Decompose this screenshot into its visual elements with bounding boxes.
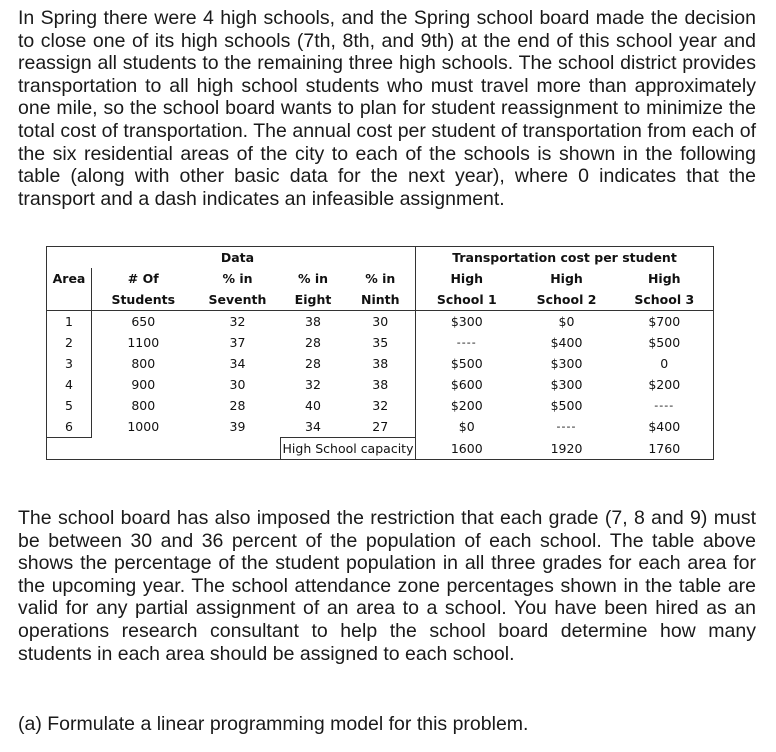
hs3-cost-cell: $700 <box>616 311 714 333</box>
hs2-cost-cell: $500 <box>550 398 583 413</box>
hs2-cost-cell: $300 <box>550 377 583 392</box>
seventh-cell: 37 <box>229 335 246 350</box>
students-cell: 900 <box>131 377 156 392</box>
hs2-cost-cell: $300 <box>550 356 583 371</box>
problem-intro-paragraph: In Spring there were 4 high schools, and the Spring school board made the decision to close one of its high schools (7th, 8th, and 9th) at the end of this school year and reassign all students to the remaining three high schools. The school district provides transportation to all high school students who must travel more than approximately one mile, so the school board wants to plan for student reassignment to minimize the total cost of transportation. The annual cost per student of transportation from each of the six residential areas of the city to each of the schools is shown in the following table (along with other basic data for the next year), where 0 indicates that the transport and a dash indicates an infeasible assignment. <box>18 7 756 210</box>
data-table <box>46 246 714 460</box>
students-cell: 1000 <box>127 419 160 435</box>
area-cell: 6 <box>47 416 92 438</box>
table-row <box>47 395 714 416</box>
col-header-hs1-line1: High <box>450 271 484 286</box>
hs1-cost-cell: $300 <box>450 314 483 329</box>
col-header-hs2-line1: High <box>550 271 583 286</box>
seventh-cell: 39 <box>229 419 246 435</box>
restriction-paragraph: The school board has also imposed the restriction that each grade (7, 8 and 9) must be between 30 and 36 percent of the population of each school. The table above shows the percentage of the student population in all three grades for each area for the upcoming year. The school attendance zone percentages shown in the table are valid for any partial assignment of an area to a school. You have been hired as an operations research consultant to help the school board determine how many students in each area should be assigned to each school. <box>18 507 756 665</box>
seventh-cell: 30 <box>229 377 246 392</box>
eighth-cell: 34 <box>305 419 321 434</box>
hs3-cost-cell: $200 <box>616 374 714 395</box>
hs3-capacity-cell: 1760 <box>616 438 714 460</box>
ninth-cell: 38 <box>346 353 416 374</box>
col-header-area: Area <box>47 268 92 289</box>
col-header-hs3-line1: High <box>616 268 714 289</box>
col-header-eighth-line2: Eight <box>281 289 346 311</box>
eighth-cell: 28 <box>305 335 321 350</box>
col-header-eighth-line1: % in <box>297 271 329 286</box>
students-cell: 800 <box>131 398 156 413</box>
seventh-cell: 28 <box>229 398 246 413</box>
ninth-cell: 32 <box>346 395 416 416</box>
area-cell: 4 <box>47 374 92 395</box>
hs1-cost-cell: $0 <box>458 419 475 435</box>
area-cell: 2 <box>47 332 92 353</box>
students-cell: 650 <box>131 314 156 329</box>
col-header-ninth-line2: Ninth <box>346 289 416 311</box>
area-cell: 1 <box>47 311 92 333</box>
eighth-cell: 28 <box>305 356 321 371</box>
students-cell: 1100 <box>127 335 160 350</box>
col-header-hs2-line2: School 2 <box>518 289 616 311</box>
eighth-cell: 40 <box>305 398 321 413</box>
col-header-students-line2: Students <box>92 289 195 311</box>
table-row <box>47 416 714 438</box>
hs1-capacity-cell: 1600 <box>416 438 518 460</box>
col-header-hs1-line2: School 1 <box>416 289 518 311</box>
group-header-data: Data <box>195 247 281 269</box>
area-cell: 5 <box>47 395 92 416</box>
seventh-cell: 32 <box>229 314 246 329</box>
capacity-label: High School capacity <box>281 438 416 460</box>
area-cell: 3 <box>47 353 92 374</box>
col-header-seventh-line1: % in <box>222 271 253 286</box>
table-row <box>47 374 714 395</box>
hs3-cost-cell: 0 <box>616 353 714 374</box>
group-header-transport-cost: Transportation cost per student <box>416 247 714 269</box>
hs2-cost-cell: $400 <box>550 335 583 350</box>
ninth-cell: 35 <box>346 332 416 353</box>
ninth-cell: 30 <box>346 311 416 333</box>
table-row <box>47 332 714 353</box>
hs2-capacity-cell: 1920 <box>518 438 616 460</box>
col-header-ninth-line1: % in <box>346 268 416 289</box>
hs3-cost-cell: ---- <box>616 395 714 416</box>
hs3-cost-cell: $400 <box>616 416 714 438</box>
col-header-students-line1: # Of <box>127 271 159 286</box>
eighth-cell: 38 <box>305 314 321 329</box>
table-row <box>47 311 714 333</box>
seventh-cell: 34 <box>229 356 246 371</box>
hs2-cost-cell: ---- <box>556 420 577 434</box>
question-a: (a) Formulate a linear programming model for this problem. <box>18 713 529 735</box>
eighth-cell: 32 <box>305 377 321 392</box>
hs2-cost-cell: $0 <box>558 314 575 329</box>
hs1-cost-cell: $600 <box>450 377 483 392</box>
capacity-row <box>47 438 714 460</box>
ninth-cell: 27 <box>346 416 416 438</box>
hs1-cost-cell: ---- <box>456 336 477 349</box>
hs3-cost-cell: $500 <box>616 332 714 353</box>
col-header-hs3-line2: School 3 <box>616 289 714 311</box>
hs1-cost-cell: $200 <box>450 398 483 413</box>
students-cell: 800 <box>131 356 156 371</box>
table-row <box>47 353 714 374</box>
ninth-cell: 38 <box>346 374 416 395</box>
hs1-cost-cell: $500 <box>450 356 483 371</box>
col-header-seventh-line2: Seventh <box>195 289 281 311</box>
